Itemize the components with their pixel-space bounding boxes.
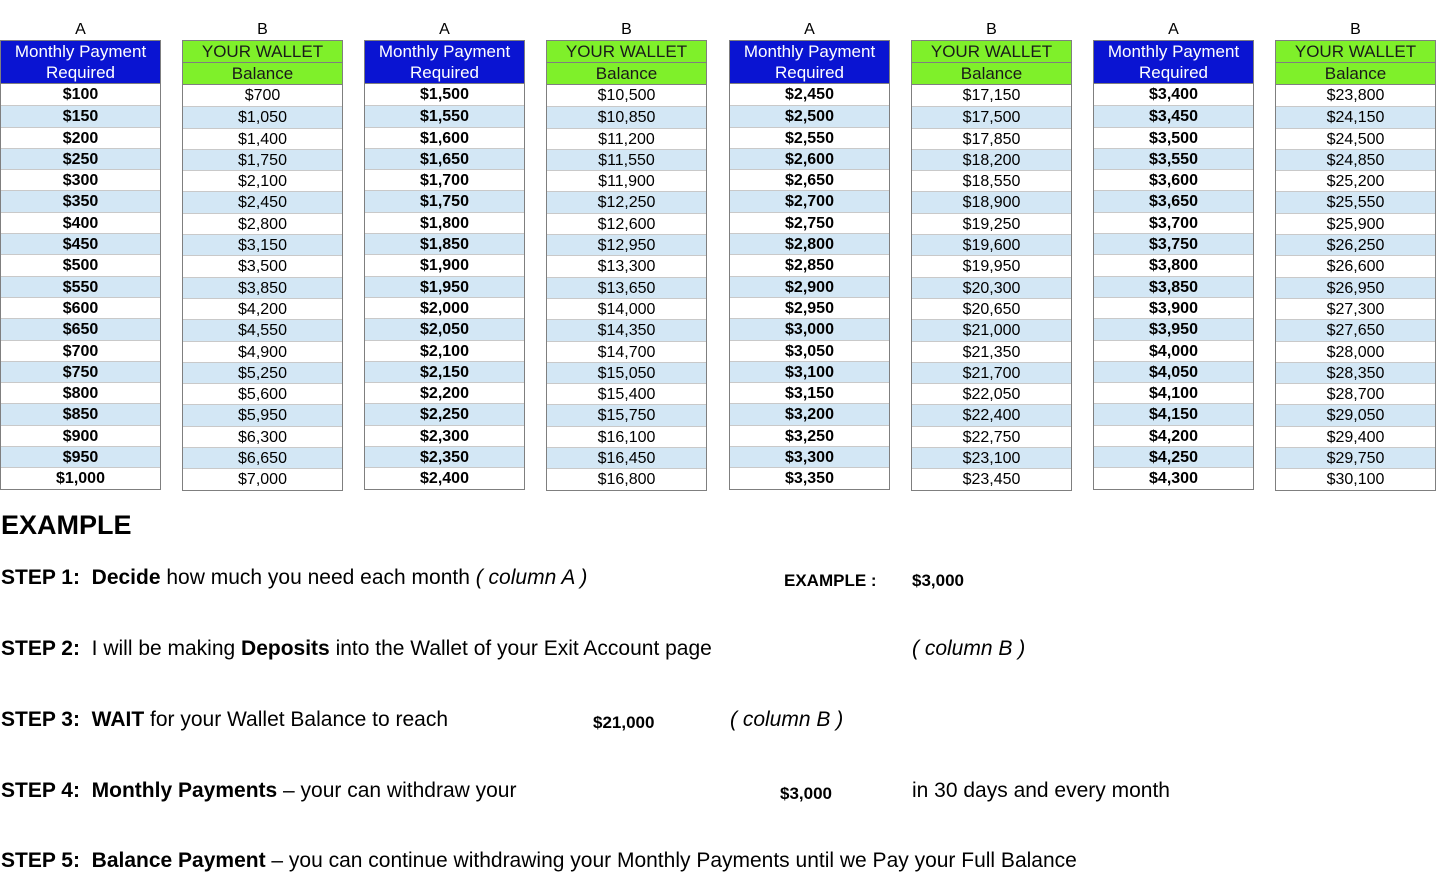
table-cell: $2,600 xyxy=(730,148,889,169)
column-header xyxy=(364,40,525,83)
column-b-3 xyxy=(911,20,1072,491)
table-cell: $2,650 xyxy=(730,169,889,190)
table-cell: $5,600 xyxy=(183,383,342,404)
table-cell: $1,650 xyxy=(365,148,524,169)
table-cell: $3,100 xyxy=(730,361,889,382)
table-cell: $1,850 xyxy=(365,233,524,254)
table-cell: $26,600 xyxy=(1276,255,1435,276)
column-header xyxy=(0,40,161,83)
table-cell: $20,300 xyxy=(912,277,1071,298)
table-cell: $10,850 xyxy=(547,106,706,127)
table-cell: $24,500 xyxy=(1276,128,1435,149)
table-cell: $2,250 xyxy=(365,403,524,424)
step-3-text: for your Wallet Balance to reach xyxy=(144,708,449,731)
table-cell: $700 xyxy=(244,87,281,104)
table-cell: $350 xyxy=(1,190,160,211)
example-title: EXAMPLE xyxy=(1,510,132,540)
column-a-4 xyxy=(1093,20,1254,490)
table-cell: $4,550 xyxy=(183,319,342,340)
table-cell: $2,800 xyxy=(183,213,342,234)
step-4 xyxy=(1,779,516,803)
column-b-2 xyxy=(546,20,707,491)
table-cell: $700 xyxy=(1,340,160,361)
table-cell: $3,050 xyxy=(730,340,889,361)
column-letter: A xyxy=(1168,21,1179,38)
step-3-bold: WAIT xyxy=(91,708,145,731)
table-cell: $11,200 xyxy=(547,128,706,149)
step-4-bold: Monthly Payments xyxy=(91,779,278,802)
step-2-pre: I will be making xyxy=(91,637,242,660)
step-1-label: STEP 1: xyxy=(1,566,80,589)
table-cell: $3,500 xyxy=(183,255,342,276)
column-letter: B xyxy=(1350,21,1361,38)
column-header xyxy=(546,40,707,84)
table-cell: $19,250 xyxy=(912,213,1071,234)
column-a-1 xyxy=(0,20,161,490)
header-line: Balance xyxy=(912,62,1071,84)
header-line: Monthly Payment xyxy=(730,41,889,62)
table-cell: $650 xyxy=(1,318,160,339)
table-cell: $2,150 xyxy=(365,361,524,382)
table-cell: $3,950 xyxy=(1094,318,1253,339)
table-cell: $18,200 xyxy=(912,149,1071,170)
table-cell: $3,450 xyxy=(1094,105,1253,126)
table-cell: $450 xyxy=(1,233,160,254)
table-cell: $29,750 xyxy=(1276,447,1435,468)
column-header xyxy=(182,40,343,84)
table-cell: $10,500 xyxy=(597,87,656,104)
header-line: Required xyxy=(365,62,524,83)
table-cell: $13,300 xyxy=(547,255,706,276)
table-cell: $1,500 xyxy=(420,86,469,103)
table-cell: $13,650 xyxy=(547,277,706,298)
table-cell: $3,200 xyxy=(730,403,889,424)
table-cell: $1,950 xyxy=(365,276,524,297)
step-5-label: STEP 5: xyxy=(1,849,80,872)
table-cell: $1,900 xyxy=(365,254,524,275)
table-cell: $2,300 xyxy=(365,425,524,446)
header-line: YOUR WALLET xyxy=(1276,41,1435,62)
table-cell: $17,150 xyxy=(962,87,1021,104)
table-cell: $4,300 xyxy=(1094,467,1253,488)
table-cell: $19,950 xyxy=(912,255,1071,276)
table-cell: $3,650 xyxy=(1094,190,1253,211)
table-cell: $4,250 xyxy=(1094,446,1253,467)
table-cell: $18,550 xyxy=(912,170,1071,191)
header-line: YOUR WALLET xyxy=(547,41,706,62)
table-cell: $14,000 xyxy=(547,298,706,319)
table-cell: $23,800 xyxy=(1326,87,1385,104)
column-letter: A xyxy=(439,21,450,38)
table-cell: $26,950 xyxy=(1276,277,1435,298)
table-cell: $2,700 xyxy=(730,190,889,211)
table-cell: $2,400 xyxy=(365,467,524,488)
header-line: Balance xyxy=(1276,62,1435,84)
table-cell: $17,850 xyxy=(912,128,1071,149)
table-cell: $4,000 xyxy=(1094,340,1253,361)
table-cell: $1,750 xyxy=(365,190,524,211)
table-cell: $29,050 xyxy=(1276,404,1435,425)
table-cell: $14,350 xyxy=(547,319,706,340)
table-cell: $5,950 xyxy=(183,404,342,425)
table-cell: $2,200 xyxy=(365,382,524,403)
step-2-text: into the Wallet of your Exit Account page xyxy=(329,637,712,660)
table-cell: $2,100 xyxy=(183,170,342,191)
column-a-3 xyxy=(729,20,890,490)
header-line: Monthly Payment xyxy=(365,41,524,62)
table-cell: $12,950 xyxy=(547,234,706,255)
table-cell: $800 xyxy=(1,382,160,403)
step-4-label: STEP 4: xyxy=(1,779,80,802)
table-cell: $2,350 xyxy=(365,446,524,467)
table-cell: $27,650 xyxy=(1276,319,1435,340)
table-cell: $850 xyxy=(1,403,160,424)
step-4-text: – your can withdraw your xyxy=(277,779,517,802)
header-line: Required xyxy=(730,62,889,83)
table-cell: $30,100 xyxy=(1276,468,1435,489)
table-cell: $3,900 xyxy=(1094,297,1253,318)
step-3 xyxy=(1,708,448,732)
column-header xyxy=(911,40,1072,84)
table-cell: $150 xyxy=(1,105,160,126)
table-cell: $3,300 xyxy=(730,446,889,467)
column-b-4 xyxy=(1275,20,1436,491)
table-cell: $3,400 xyxy=(1149,86,1198,103)
table-cell: $3,750 xyxy=(1094,233,1253,254)
table-cell: $1,700 xyxy=(365,169,524,190)
table-cell: $21,350 xyxy=(912,341,1071,362)
step-2 xyxy=(1,637,712,661)
table-cell: $500 xyxy=(1,254,160,275)
table-cell: $12,250 xyxy=(547,191,706,212)
table-cell: $15,050 xyxy=(547,362,706,383)
table-cell: $2,950 xyxy=(730,297,889,318)
step-3-value: $21,000 xyxy=(593,713,655,732)
table-cell: $14,700 xyxy=(547,341,706,362)
step-5-bold: Balance Payment xyxy=(91,849,266,872)
table-cell: $1,750 xyxy=(183,149,342,170)
table-cell: $24,150 xyxy=(1276,106,1435,127)
table-cell: $200 xyxy=(1,127,160,148)
table-cell: $11,900 xyxy=(547,170,706,191)
table-cell: $2,000 xyxy=(365,297,524,318)
header-line: Monthly Payment xyxy=(1094,41,1253,62)
step-3-label: STEP 3: xyxy=(1,708,80,731)
table-cell: $29,400 xyxy=(1276,426,1435,447)
table-cell: $16,100 xyxy=(547,426,706,447)
step-1-bold: Decide xyxy=(91,566,161,589)
table-cell: $750 xyxy=(1,361,160,382)
table-cell: $6,300 xyxy=(183,426,342,447)
header-line: Balance xyxy=(183,62,342,84)
table-cell: $2,450 xyxy=(785,86,834,103)
step-1-text: how much you need each month xyxy=(160,566,476,589)
table-cell: $2,900 xyxy=(730,276,889,297)
table-cell: $3,250 xyxy=(730,425,889,446)
table-cell: $3,150 xyxy=(730,382,889,403)
table-cell: $100 xyxy=(62,86,99,103)
table-cell: $16,450 xyxy=(547,447,706,468)
table-cell: $3,800 xyxy=(1094,254,1253,275)
table-cell: $28,700 xyxy=(1276,383,1435,404)
table-cell: $950 xyxy=(1,446,160,467)
table-cell: $4,100 xyxy=(1094,382,1253,403)
table-cell: $1,000 xyxy=(1,467,160,488)
table-cell: $21,700 xyxy=(912,362,1071,383)
table-cell: $1,400 xyxy=(183,128,342,149)
table-cell: $2,450 xyxy=(183,191,342,212)
column-letter: A xyxy=(75,21,86,38)
step-2-label: STEP 2: xyxy=(1,637,80,660)
table-cell: $25,900 xyxy=(1276,213,1435,234)
table-cell: $3,600 xyxy=(1094,169,1253,190)
step-4-value: $3,000 xyxy=(780,784,832,803)
table-cell: $400 xyxy=(1,212,160,233)
table-cell: $28,000 xyxy=(1276,341,1435,362)
table-cell: $3,150 xyxy=(183,234,342,255)
table-cell: $22,750 xyxy=(912,426,1071,447)
table-cell: $300 xyxy=(1,169,160,190)
table-cell: $23,100 xyxy=(912,447,1071,468)
table-cell: $15,750 xyxy=(547,404,706,425)
table-cell: $2,800 xyxy=(730,233,889,254)
table-cell: $26,250 xyxy=(1276,234,1435,255)
table-cell: $7,000 xyxy=(183,468,342,489)
step-5 xyxy=(1,849,1077,873)
table-cell: $2,100 xyxy=(365,340,524,361)
step-1-italic: ( column A ) xyxy=(475,566,588,589)
table-cell: $3,700 xyxy=(1094,212,1253,233)
table-cell: $1,800 xyxy=(365,212,524,233)
column-letter: B xyxy=(621,21,632,38)
table-cell: $2,050 xyxy=(365,318,524,339)
step-1-example-value: $3,000 xyxy=(912,571,964,590)
table-cell: $22,050 xyxy=(912,383,1071,404)
table-cell: $21,000 xyxy=(912,319,1071,340)
table-cell: $1,050 xyxy=(183,106,342,127)
table-cell: $12,600 xyxy=(547,213,706,234)
step-2-bold: Deposits xyxy=(241,637,330,660)
header-line: YOUR WALLET xyxy=(912,41,1071,62)
table-cell: $600 xyxy=(1,297,160,318)
table-cell: $3,000 xyxy=(730,318,889,339)
table-cell: $5,250 xyxy=(183,362,342,383)
table-cell: $17,500 xyxy=(912,106,1071,127)
table-cell: $1,600 xyxy=(365,127,524,148)
table-cell: $2,750 xyxy=(730,212,889,233)
table-cell: $4,150 xyxy=(1094,403,1253,424)
column-letter: B xyxy=(257,21,268,38)
table-cell: $3,350 xyxy=(730,467,889,488)
table-cell: $3,550 xyxy=(1094,148,1253,169)
column-letter: A xyxy=(804,21,815,38)
table-cell: $11,550 xyxy=(547,149,706,170)
table-cell: $3,500 xyxy=(1094,127,1253,148)
step-5-text: – you can continue withdrawing your Monthly Payments until we Pay your Full Balance xyxy=(265,849,1077,872)
table-cell: $24,850 xyxy=(1276,149,1435,170)
column-a-2 xyxy=(364,20,525,490)
step-2-italic: ( column B ) xyxy=(912,637,1026,660)
table-cell: $900 xyxy=(1,425,160,446)
step-4-tail: in 30 days and every month xyxy=(912,779,1170,802)
column-header xyxy=(729,40,890,83)
table-cell: $4,200 xyxy=(1094,425,1253,446)
table-cell: $4,050 xyxy=(1094,361,1253,382)
column-b-1 xyxy=(182,20,343,491)
table-cell: $250 xyxy=(1,148,160,169)
table-cell: $28,350 xyxy=(1276,362,1435,383)
table-cell: $23,450 xyxy=(912,468,1071,489)
table-cell: $16,800 xyxy=(547,468,706,489)
table-cell: $6,650 xyxy=(183,447,342,468)
step-3-italic: ( column B ) xyxy=(730,708,844,731)
table-cell: $1,550 xyxy=(365,105,524,126)
table-cell: $2,550 xyxy=(730,127,889,148)
table-cell: $3,850 xyxy=(1094,276,1253,297)
table-cell: $25,550 xyxy=(1276,191,1435,212)
table-cell: $2,850 xyxy=(730,254,889,275)
table-cell: $3,850 xyxy=(183,277,342,298)
table-cell: $4,200 xyxy=(183,298,342,319)
table-cell: $27,300 xyxy=(1276,298,1435,319)
column-header xyxy=(1093,40,1254,83)
table-cell: $15,400 xyxy=(547,383,706,404)
step-1-example-label: EXAMPLE : xyxy=(784,571,877,590)
step-1 xyxy=(1,566,587,590)
header-line: Required xyxy=(1,62,160,83)
table-cell: $550 xyxy=(1,276,160,297)
header-line: Monthly Payment xyxy=(1,41,160,62)
table-cell: $22,400 xyxy=(912,404,1071,425)
header-line: YOUR WALLET xyxy=(183,41,342,62)
column-letter: B xyxy=(986,21,997,38)
table-cell: $18,900 xyxy=(912,191,1071,212)
table-cell: $4,900 xyxy=(183,341,342,362)
table-cell: $19,600 xyxy=(912,234,1071,255)
header-line: Balance xyxy=(547,62,706,84)
column-header xyxy=(1275,40,1436,84)
header-line: Required xyxy=(1094,62,1253,83)
table-cell: $25,200 xyxy=(1276,170,1435,191)
table-cell: $20,650 xyxy=(912,298,1071,319)
table-cell: $2,500 xyxy=(730,105,889,126)
